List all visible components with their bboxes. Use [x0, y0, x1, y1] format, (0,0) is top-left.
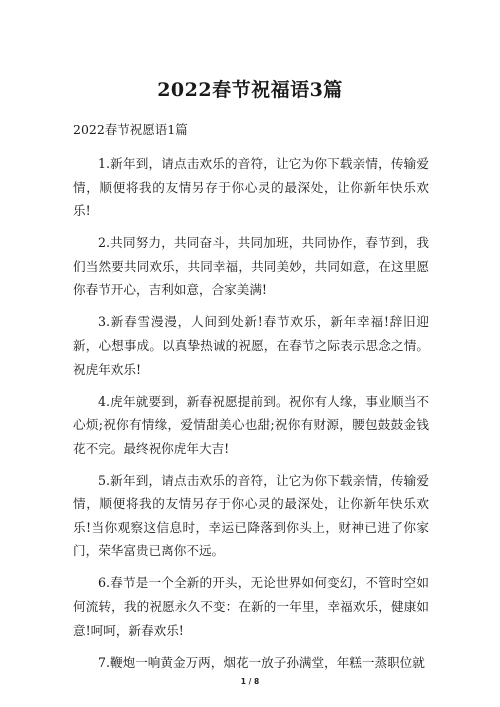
paragraph-6: 6.春节是一个全新的开头，无论世界如何变幻，不管时空如何流转，我的祝愿永久不变：在新的一年里，幸福欢乐，健康如意!呵呵，新春欢乐!: [73, 575, 429, 638]
document-title: 2022春节祝福语3篇: [157, 79, 343, 101]
paragraph-1: 1.新年到，请点击欢乐的音符，让它为你下载亲情，传输爱情，顺便将我的友情另存于你心灵的最深处，让你新年快乐欢乐!: [73, 156, 429, 219]
paragraph-5: 5.新年到，请点击欢乐的音符，让它为你下载亲情，传输爱情，顺便将我的友情另存于你心灵的最深处，让你新年快乐欢乐!当你观察这信息时，幸运已降落到你头上，财神已进了你家门，荣华富贵已离你不远。: [73, 472, 429, 559]
section-subtitle: 2022春节祝愿语1篇: [73, 122, 188, 137]
paragraph-7: 7.鞭炮一响黄金万两，烟花一放子孙满堂，年糕一蒸职位就: [98, 654, 425, 670]
paragraph-4: 4.虎年就要到，新春祝愿提前到。祝你有人缘，事业顺当不心烦;祝你有情缘，爱情甜美心也甜;祝你有财源，腰包鼓鼓金钱花不完。最终祝你虎年大吉!: [73, 393, 429, 456]
page-number: 1 / 8: [240, 677, 260, 686]
paragraph-2: 2.共同努力，共同奋斗，共同加班，共同协作，春节到，我们当然要共同欢乐，共同幸福，共同美妙，共同如意，在这里愿你春节开心，吉利如意，合家美满!: [73, 235, 429, 298]
document-body: [73, 152, 429, 683]
paragraph-3: 3.新春雪漫漫，人间到处新!春节欢乐，新年幸福!辞旧迎新，心想事成。以真挚热诚的祝愿，在春节之际表示思念之情。祝虎年欢乐!: [73, 314, 429, 377]
